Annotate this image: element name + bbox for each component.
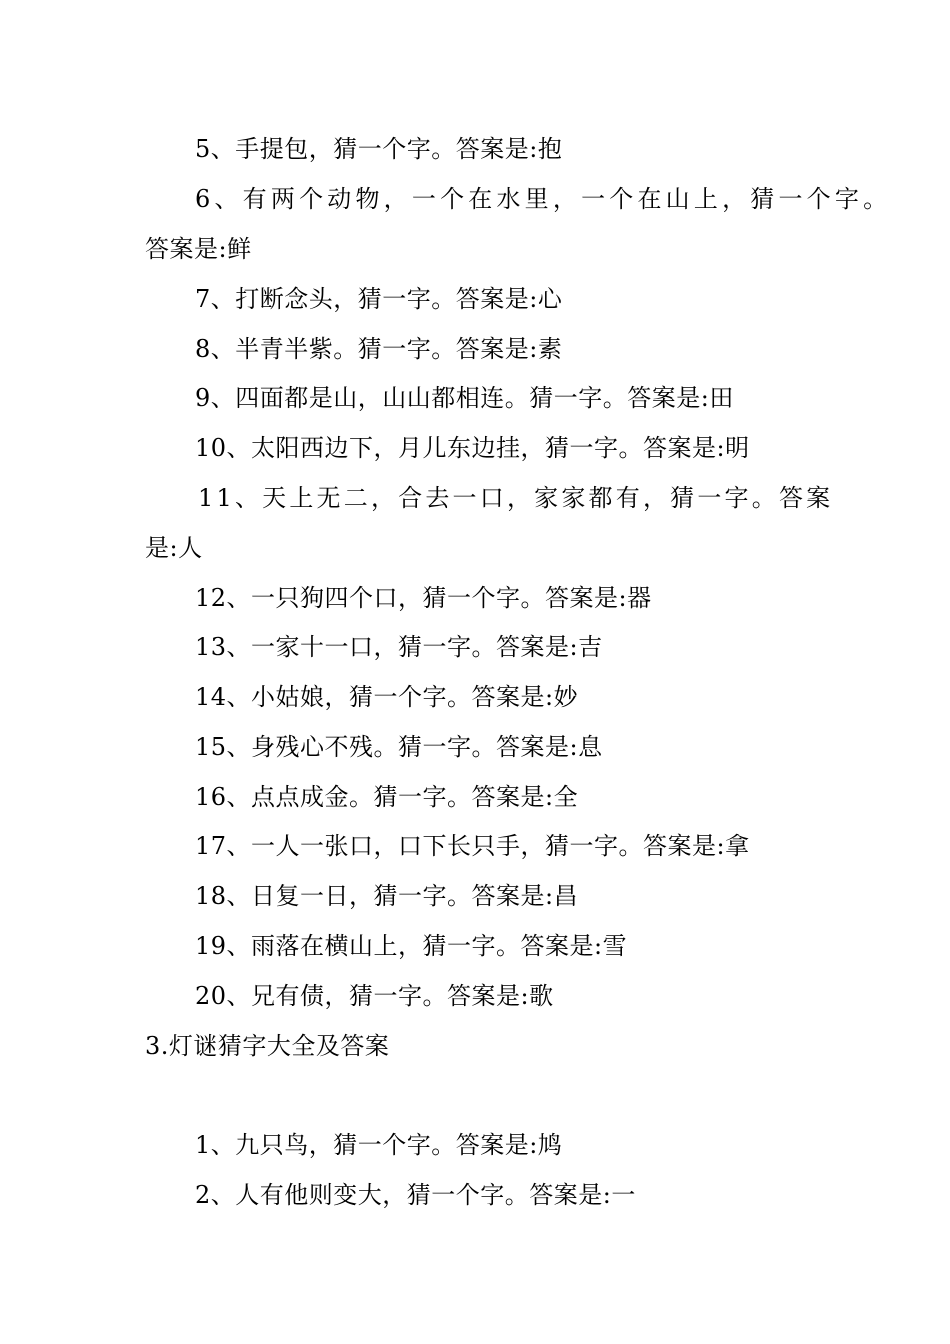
riddle-line-8: 8、半青半紫。猜一字。答案是:素 (195, 335, 563, 363)
riddle-line-11-continued: 是:人 (145, 534, 203, 562)
riddle-line-17: 17、一人一张口，口下长只手，猜一字。答案是:拿 (195, 832, 750, 860)
riddle-line-14: 14、小姑娘，猜一个字。答案是:妙 (195, 683, 579, 711)
riddle-line-6-continued: 答案是:鲜 (145, 235, 252, 263)
riddle-line-13: 13、一家十一口，猜一字。答案是:吉 (195, 633, 603, 661)
riddle-line-9: 9、四面都是山，山山都相连。猜一字。答案是:田 (195, 384, 734, 412)
riddle-line-1: 1、九只鸟，猜一个字。答案是:鸠 (195, 1131, 563, 1159)
riddle-line-11: 11、天上无二，合去一口，家家都有，猜一字。答案 (198, 484, 834, 512)
riddle-line-7: 7、打断念头，猜一字。答案是:心 (195, 285, 563, 313)
riddle-line-16: 16、点点成金。猜一字。答案是:全 (195, 783, 579, 811)
section-heading: 3.灯谜猜字大全及答案 (145, 1032, 390, 1060)
riddle-line-12: 12、一只狗四个口，猜一个字。答案是:器 (195, 584, 652, 612)
riddle-line-18: 18、日复一日，猜一字。答案是:昌 (195, 882, 579, 910)
riddle-line-15: 15、身残心不残。猜一字。答案是:息 (195, 733, 603, 761)
riddle-line-10: 10、太阳西边下，月儿东边挂，猜一字。答案是:明 (195, 434, 750, 462)
riddle-line-5: 5、手提包，猜一个字。答案是:抱 (195, 135, 563, 163)
riddle-line-6: 6、有两个动物，一个在水里，一个在山上，猜一个字。 (195, 185, 892, 213)
riddle-line-19: 19、雨落在横山上，猜一字。答案是:雪 (195, 932, 628, 960)
riddle-line-2: 2、人有他则变大，猜一个字。答案是:一 (195, 1181, 636, 1209)
riddle-line-20: 20、兄有债，猜一字。答案是:歌 (195, 982, 554, 1010)
